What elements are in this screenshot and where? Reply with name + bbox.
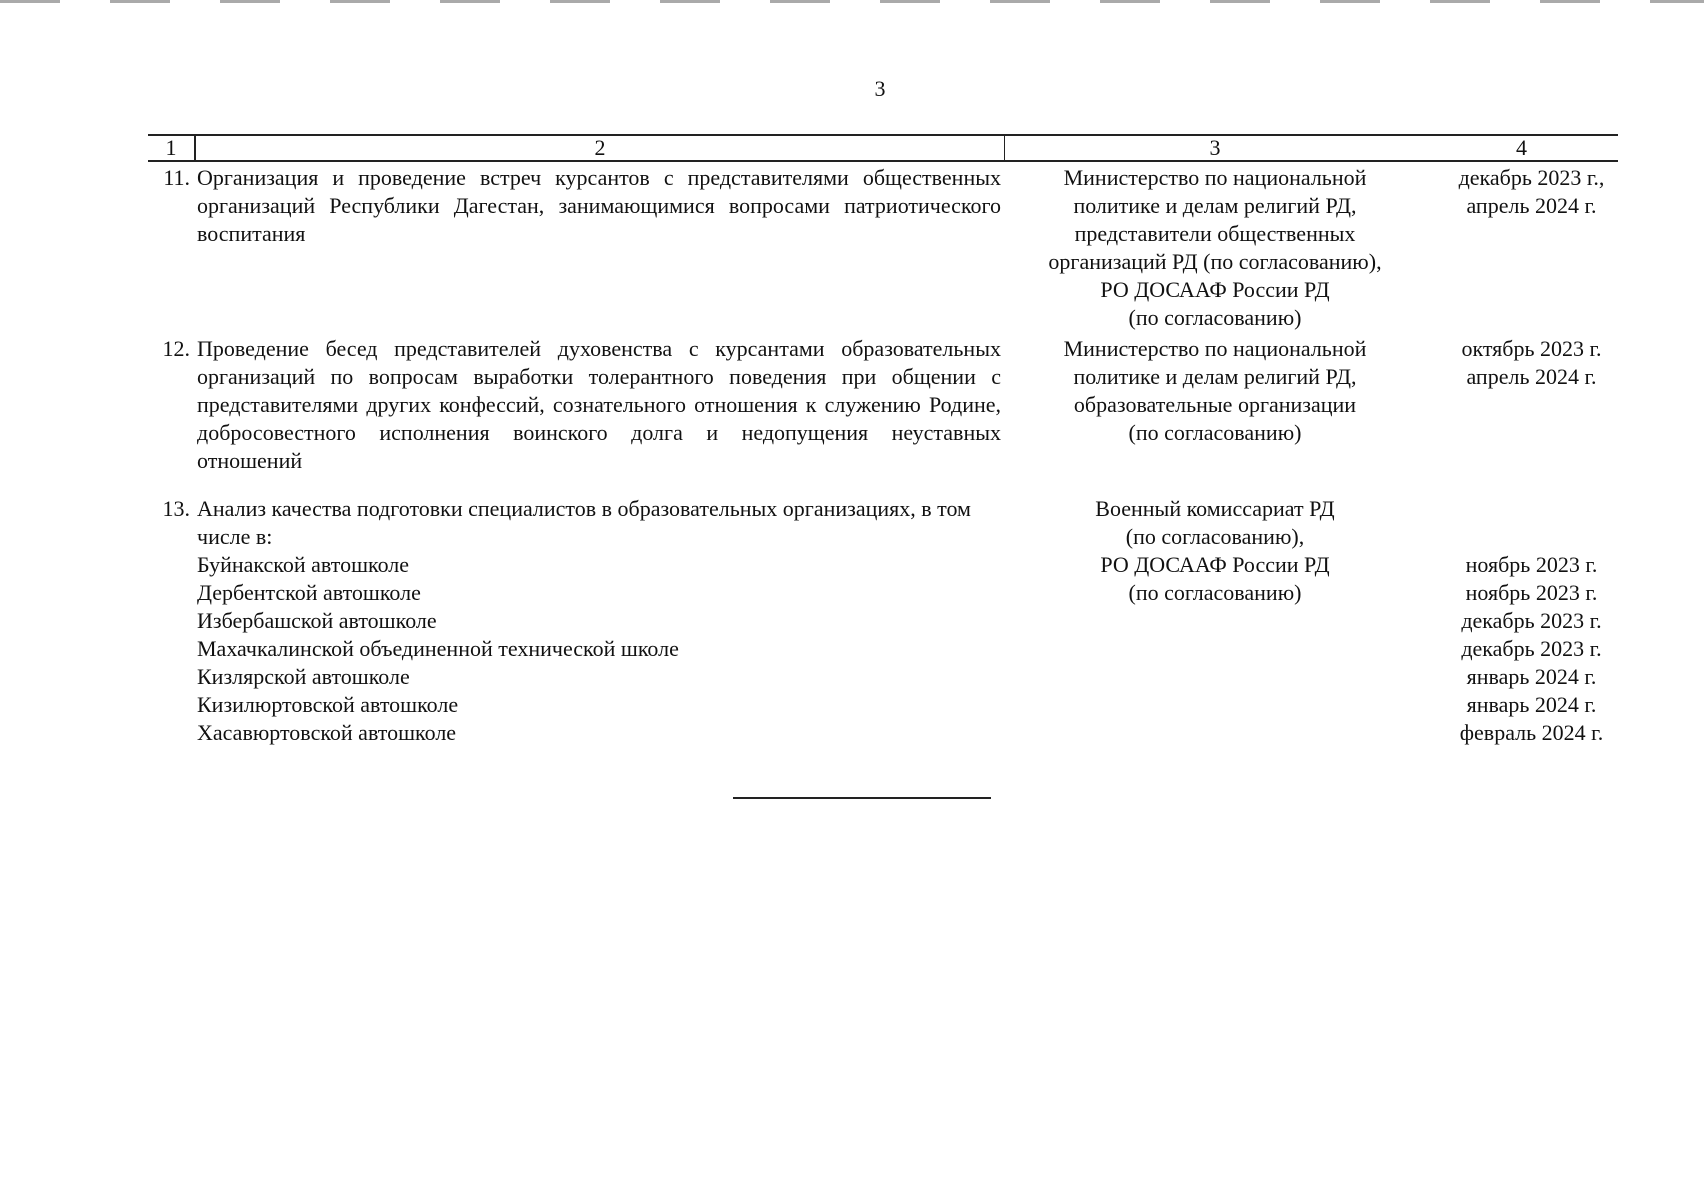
row-number: 11. xyxy=(163,165,190,190)
row-number: 12. xyxy=(162,336,190,361)
date-line: декабрь 2023 г. xyxy=(1461,608,1602,633)
date-line: декабрь 2023 г. xyxy=(1461,636,1602,661)
responsible-line: организаций РД (по согласованию), xyxy=(1048,249,1382,274)
responsible-line: (по согласованию) xyxy=(1128,420,1302,445)
responsible-line: Министерство по национальной xyxy=(1063,165,1367,190)
school-item: Избербашской автошколе xyxy=(197,608,437,633)
row-responsible xyxy=(1005,164,1425,332)
page-number: 3 xyxy=(874,76,886,101)
date-line: октябрь 2023 г. xyxy=(1461,336,1602,361)
description-text: Анализ качества подготовки специалистов в образовательных организациях, в том числе в: xyxy=(197,496,971,549)
header-col-4: 4 xyxy=(1516,135,1527,160)
responsible-line: Министерство по национальной xyxy=(1063,336,1367,361)
responsible-line: политике и делам религий РД, xyxy=(1073,193,1357,218)
responsible-line: РО ДОСААФ России РД xyxy=(1100,552,1330,577)
school-item: Кизилюртовской автошколе xyxy=(197,692,459,717)
responsible-line: политике и делам религий РД, xyxy=(1073,364,1357,389)
date-line: апрель 2024 г. xyxy=(1466,193,1597,218)
table-header-row xyxy=(148,134,1618,162)
school-item: Махачкалинской объединенной технической школе xyxy=(197,636,679,661)
date-line: ноябрь 2023 г. xyxy=(1465,580,1598,605)
responsible-line: образовательные организации xyxy=(1073,392,1357,417)
header-col-2: 2 xyxy=(195,136,1005,160)
row-description xyxy=(195,164,1005,332)
description-text: Проведение бесед представителей духовенства с курсантами образовательных организаций по вопросам выработки толерантного поведения при общении с представителями других конфессий, сознательного отношения к служению Родине, добросовестного исполнения воинского долга и недопущения неуставных отношений xyxy=(197,336,1001,473)
responsible-line: (по согласованию) xyxy=(1128,305,1302,330)
school-item: Буйнакской автошколе xyxy=(197,552,410,577)
responsible-line: РО ДОСААФ России РД xyxy=(1100,277,1330,302)
table-row-13 xyxy=(148,495,1618,747)
date-line: декабрь 2023 г., xyxy=(1458,165,1605,190)
description-text: Организация и проведение встреч курсантов с представителями общественных организаций Республики Дагестан, занимающимися вопросами патриотического воспитания xyxy=(197,165,1001,246)
row-dates xyxy=(1425,495,1618,747)
row-dates xyxy=(1425,335,1618,475)
responsible-line: (по согласованию), xyxy=(1125,524,1305,549)
table-row-11 xyxy=(148,164,1618,332)
activities-table xyxy=(148,134,1618,747)
row-responsible xyxy=(1005,495,1425,747)
table-row-12 xyxy=(148,335,1618,475)
date-line: январь 2024 г. xyxy=(1466,692,1597,717)
row-responsible xyxy=(1005,335,1425,475)
scan-edge-artifact xyxy=(0,0,1704,3)
row-description xyxy=(195,335,1005,475)
row-dates xyxy=(1425,164,1618,332)
date-line: ноябрь 2023 г. xyxy=(1465,552,1598,577)
row-number: 13. xyxy=(162,496,190,521)
school-item: Кизлярской автошколе xyxy=(197,664,410,689)
date-line: апрель 2024 г. xyxy=(1466,364,1597,389)
date-line: февраль 2024 г. xyxy=(1459,720,1604,745)
school-item: Хасавюртовской автошколе xyxy=(197,720,457,745)
date-spacer xyxy=(1445,495,1618,551)
date-line: январь 2024 г. xyxy=(1466,664,1597,689)
header-col-1: 1 xyxy=(148,136,195,160)
end-divider-line xyxy=(733,797,991,799)
school-item: Дербентской автошколе xyxy=(197,580,421,605)
responsible-line: (по согласованию) xyxy=(1128,580,1302,605)
row-description xyxy=(195,495,1005,747)
responsible-line: представители общественных xyxy=(1074,221,1356,246)
responsible-line: Военный комиссариат РД xyxy=(1095,496,1335,521)
header-col-3: 3 xyxy=(1209,135,1221,160)
